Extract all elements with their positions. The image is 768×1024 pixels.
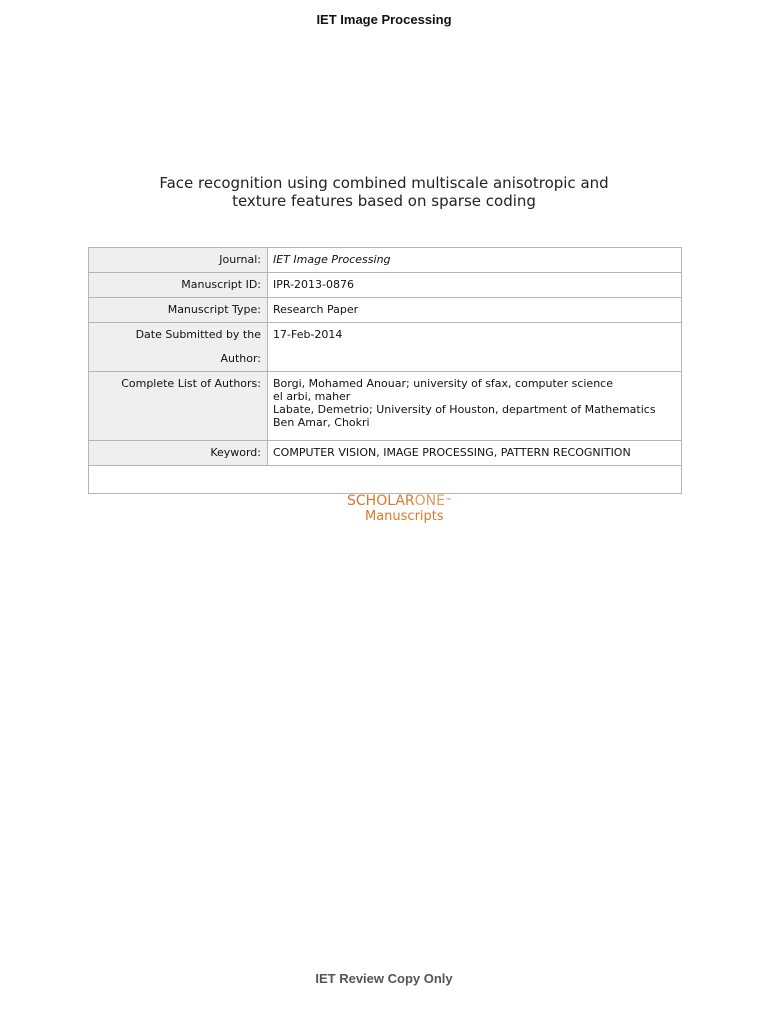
logo-trademark: ™ <box>444 497 452 505</box>
logo-scholar-text: SCHOLAR <box>347 493 415 509</box>
table-row-keyword <box>89 441 682 466</box>
manuscript-id-value: IPR-2013-0876 <box>268 273 682 298</box>
table-row-authors <box>89 372 682 441</box>
manuscript-type-value: Research Paper <box>268 298 682 323</box>
table-row-empty <box>89 466 682 494</box>
date-submitted-value: 17-Feb-2014 <box>268 323 682 372</box>
logo-manuscripts-text: Manuscripts <box>365 509 444 524</box>
date-submitted-label: Date Submitted by the Author: <box>89 323 268 372</box>
logo-one-text: ONE <box>414 493 445 509</box>
empty-cell <box>89 466 682 494</box>
document-title-line-1: Face recognition using combined multiscale anisotropic and <box>159 174 609 192</box>
logo-wordmark <box>347 493 457 509</box>
keyword-label: Keyword: <box>89 441 268 466</box>
table-row-manuscript-id <box>89 273 682 298</box>
table-row-journal <box>89 248 682 273</box>
table-row-manuscript-type <box>89 298 682 323</box>
authors-label: Complete List of Authors: <box>89 372 268 441</box>
author-line: Labate, Demetrio; University of Houston, department of Mathematics <box>273 403 656 416</box>
author-line: Ben Amar, Chokri <box>273 416 370 429</box>
author-line: Borgi, Mohamed Anouar; university of sfax, computer science <box>273 377 613 390</box>
document-title-line-2: texture features based on sparse coding <box>232 192 536 210</box>
journal-label: Journal: <box>89 248 268 273</box>
author-line: el arbi, maher <box>273 390 351 403</box>
document-title <box>84 174 684 210</box>
table-row-date-submitted <box>89 323 682 372</box>
keyword-value: COMPUTER VISION, IMAGE PROCESSING, PATTERN RECOGNITION <box>268 441 682 466</box>
journal-value: IET Image Processing <box>268 248 682 273</box>
scholarone-manuscripts-logo <box>347 493 457 525</box>
manuscript-info-table <box>88 247 682 494</box>
page-footer: IET Review Copy Only <box>315 971 453 986</box>
manuscript-id-label: Manuscript ID: <box>89 273 268 298</box>
authors-value <box>268 372 682 441</box>
page-header-journal: IET Image Processing <box>316 12 452 27</box>
manuscript-type-label: Manuscript Type: <box>89 298 268 323</box>
